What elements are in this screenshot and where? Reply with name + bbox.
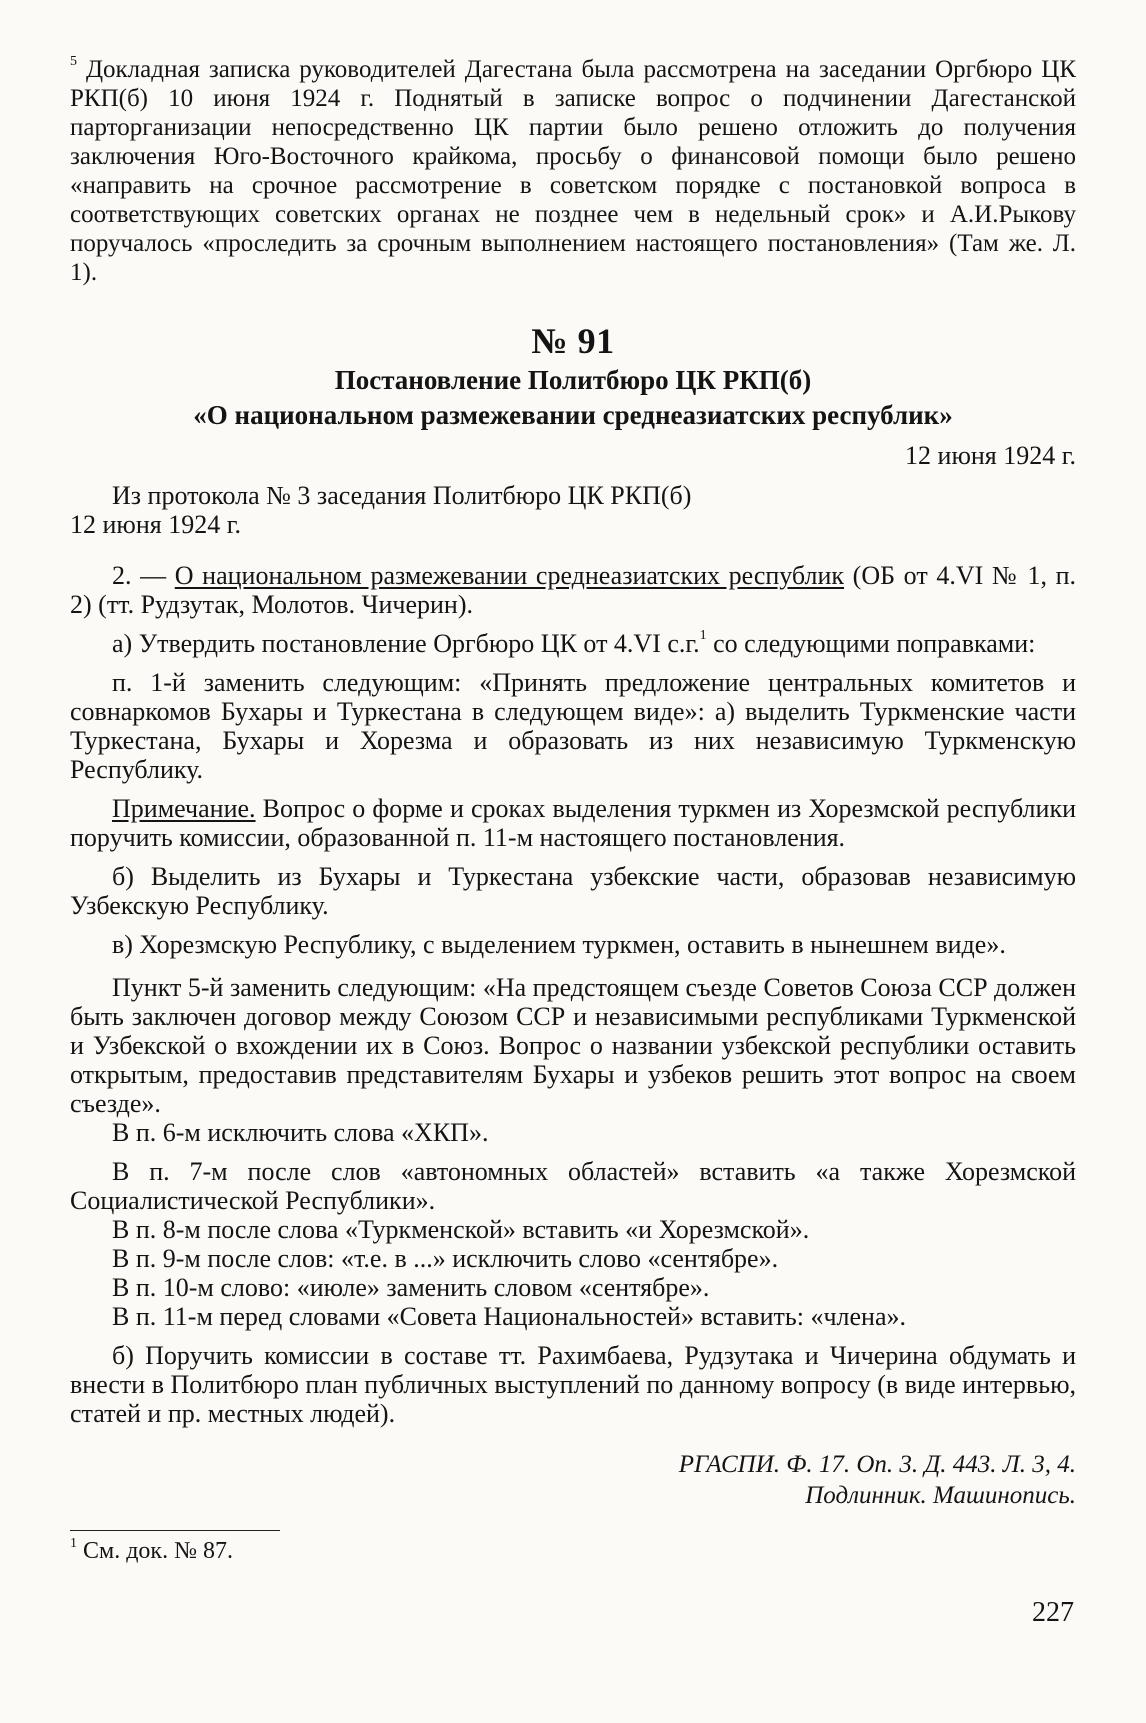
protocol-date: 12 июня 1924 г. (70, 510, 241, 539)
amendment-p11: В п. 11-м перед словами «Совета Национальностей» вставить: «члена». (112, 1302, 907, 1331)
archive-reference: РГАСПИ. Ф. 17. Оп. 3. Д. 443. Л. 3, 4. (678, 1451, 1076, 1478)
footnote (70, 1537, 1076, 1565)
top-footnote (70, 55, 1076, 287)
item-a-footnote-ref: 1 (699, 628, 707, 643)
item-a-text: а) Утвердить постановление Оргбюро ЦК от 4.VI с.г. (112, 629, 700, 658)
protocol-line: Из протокола № 3 заседания Политбюро ЦК РКП(б) (112, 481, 692, 510)
document-title-line1: Постановление Политбюро ЦК РКП(б) (334, 365, 812, 395)
document-title-line2: «О национальном размежевании среднеазиатских республик» (193, 400, 953, 430)
footnote-text: См. док. № 87. (77, 1538, 233, 1564)
amendment-p10: В п. 10-м слово: «июле» заменить словом «сентябре». (112, 1273, 710, 1302)
footnote-divider (70, 1530, 280, 1531)
document-kind: Подлинник. Машинопись. (805, 1482, 1076, 1509)
item-2-prefix: 2. — (112, 561, 175, 590)
item-v: в) Хорезмскую Республику, с выделением туркмен, оставить в нынешнем виде». (112, 930, 1006, 959)
item-2-heading: О национальном размежевании среднеазиатских республик (174, 561, 845, 590)
note-text: Вопрос о форме и сроках выделения туркмен из Хорезмской республики поручить комиссии, образованной п. 11-м настоящего постановления. (70, 794, 1076, 852)
top-footnote-marker: 5 (70, 54, 77, 69)
amendment-p9: В п. 9-м после слов: «т.е. в ...» исключить слово «сентябре». (112, 1244, 779, 1273)
item-2-rest: (ОБ от 4.VI № 1, п. 2) (тт. Рудзутак, Молотов. Чичерин). (70, 561, 1076, 619)
amendment-p1: п. 1-й заменить следующим: «Принять предложение центральных комитетов и совнаркомов Бухары и Туркестана в следующем виде»: а) выделить Туркменские части Туркестана, Бухары и Хорезма и образовать из них независимую Туркменскую Республику. (70, 668, 1076, 784)
item-a (70, 629, 1076, 658)
document-number: № 91 (531, 321, 615, 361)
item-a-rest: со следующими поправками: (706, 629, 1036, 658)
note-paragraph (70, 794, 1076, 852)
item-2 (70, 561, 1076, 619)
item-b2: б) Поручить комиссии в составе тт. Рахимбаева, Рудзутака и Чичерина обдумать и внести в Политбюро план публичных выступлений по данному вопросу (в виде интервью, статей и пр. местных людей). (70, 1341, 1076, 1428)
amendment-p8: В п. 8-м после слова «Туркменской» вставить «и Хорезмской». (112, 1215, 810, 1244)
amendment-p6: В п. 6-м исключить слова «ХКП». (112, 1118, 489, 1147)
note-label: Примечание. (112, 794, 256, 823)
document-date: 12 июня 1924 г. (905, 441, 1076, 470)
item-b1: б) Выделить из Бухары и Туркестана узбекские части, образовав независимую Узбекскую Республику. (70, 862, 1076, 920)
top-footnote-text: Докладная записка руководителей Дагестана была рассмотрена на заседании Оргбюро ЦК РКП(б) 10 июня 1924 г. Поднятый в записке вопрос о подчинении Дагестанской парторганизации непосредственно ЦК партии было решено отложить до получения заключения Юго-Восточного крайкома, просьбу о финансовой помощи было решено «направить на срочное рассмотрение в советском порядке с постановкой вопроса в соответствующих советских органах не позднее чем в недельный срок» и А.И.Рыкову поручалось «проследить за срочным выполнением настоящего постановления» (Там же. Л. 1). (70, 56, 1077, 286)
page-number: 227 (1032, 1597, 1074, 1628)
footnote-marker: 1 (70, 1536, 77, 1551)
amendment-p7: В п. 7-м после слов «автономных областей» вставить «а также Хорезмской Социалистической Республики». (70, 1157, 1076, 1215)
amendment-p5: Пункт 5-й заменить следующим: «На предстоящем съезде Советов Союза ССР должен быть заключен договор между Союзом ССР и независимыми республиками Туркменской и Узбекской о вхождении их в Союз. Вопрос о названии узбекской республики оставить открытым, предоставив представителям Бухары и узбеков решить этот вопрос на своем съезде». (70, 973, 1076, 1118)
